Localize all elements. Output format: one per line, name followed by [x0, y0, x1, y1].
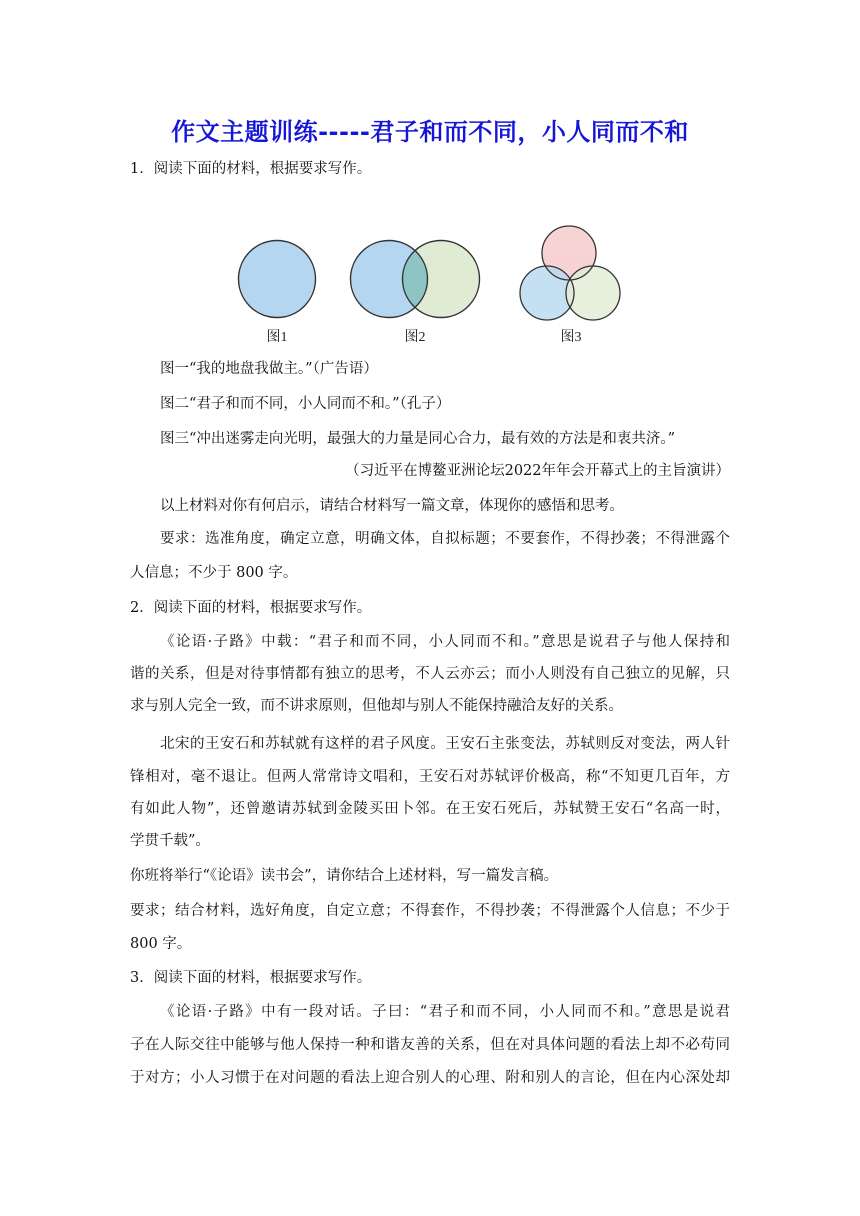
q1-prompt: 以上材料对你有何启示，请结合材料写一篇文章，体现你的感悟和思考。: [160, 498, 624, 514]
q2-requirement-line1: 要求；结合材料，选好角度，自定立意；不得套作，不得抄袭；不得泄露个人信息；不少于: [130, 903, 730, 919]
fig1-circle: [239, 241, 316, 318]
q3-p1-line1: 《论语·子路》中有一段对话。子曰：“君子和而不同，小人同而不和。”意思是说君: [160, 1004, 730, 1020]
fig2-label: 图2: [404, 330, 426, 345]
q2-requirement-line2: 800 字。: [130, 936, 192, 952]
q2-p1-line2: 谐的关系，但是对待事情都有独立的思考，不人云亦云；而小人则没有自己独立的见解，只: [130, 666, 730, 682]
venn-diagram-figure: [225, 218, 635, 348]
q1-requirement-line2: 人信息；不少于 800 字。: [130, 565, 298, 581]
q1-heading: 1．阅读下面的材料，根据要求写作。: [130, 161, 372, 177]
q2-task: 你班将举行“《论语》读书会”，请你结合上述材料，写一篇发言稿。: [130, 868, 559, 884]
page-title: 作文主题训练-----君子和而不同，小人同而不和: [171, 118, 689, 146]
q2-p2-line2: 锋相对，毫不退让。但两人常常诗文唱和，王安石对苏轼评价极高，称“不知更几百年，方: [130, 769, 730, 785]
q2-p2-line1: 北宋的王安石和苏轼就有这样的君子风度。王安石主张变法，苏轼则反对变法，两人针: [160, 736, 730, 752]
q2-p1-line3: 求与别人完全一致，而不讲求原则，但他却与别人不能保持融洽友好的关系。: [130, 698, 623, 714]
q2-p2-line3: 有如此人物”，还曾邀请苏轼到金陵买田卜邻。在王安石死后，苏轼赞王安石“名高一时，: [130, 801, 730, 817]
q2-heading: 2．阅读下面的材料，根据要求写作。: [130, 600, 372, 616]
q2-p1-line1: 《论语·子路》中载：“君子和而不同，小人同而不和。”意思是说君子与他人保持和: [160, 634, 730, 650]
q1-source: （习近平在博鳌亚洲论坛2022年年会开幕式上的主旨演讲）: [345, 463, 730, 479]
q1-fig2-quote: 图二“君子和而不同，小人同而不和。”（孔子）: [160, 396, 451, 412]
fig1-label: 图1: [266, 330, 288, 345]
q2-p2-line4: 学贯千载”。: [130, 833, 210, 849]
q3-p1-line3: 于对方；小人习惯于在对问题的看法上迎合别人的心理、附和别人的言论，但在内心深处却: [130, 1070, 730, 1086]
q1-fig1-quote: 图一“我的地盘我做主。”（广告语）: [160, 361, 378, 377]
fig3-label: 图3: [560, 330, 582, 345]
q1-requirement-line1: 要求：选准角度，确定立意，明确文体，自拟标题；不要套作，不得抄袭；不得泄露个: [160, 531, 730, 547]
q3-heading: 3．阅读下面的材料，根据要求写作。: [130, 970, 372, 986]
q1-fig3-quote: 图三“冲出迷雾走向光明，最强大的力量是同心合力，最有效的方法是和衷共济。”: [160, 431, 676, 447]
q3-p1-line2: 子在人际交往中能够与他人保持一种和谐友善的关系，但在对具体问题的看法上却不必苟同: [130, 1037, 730, 1053]
